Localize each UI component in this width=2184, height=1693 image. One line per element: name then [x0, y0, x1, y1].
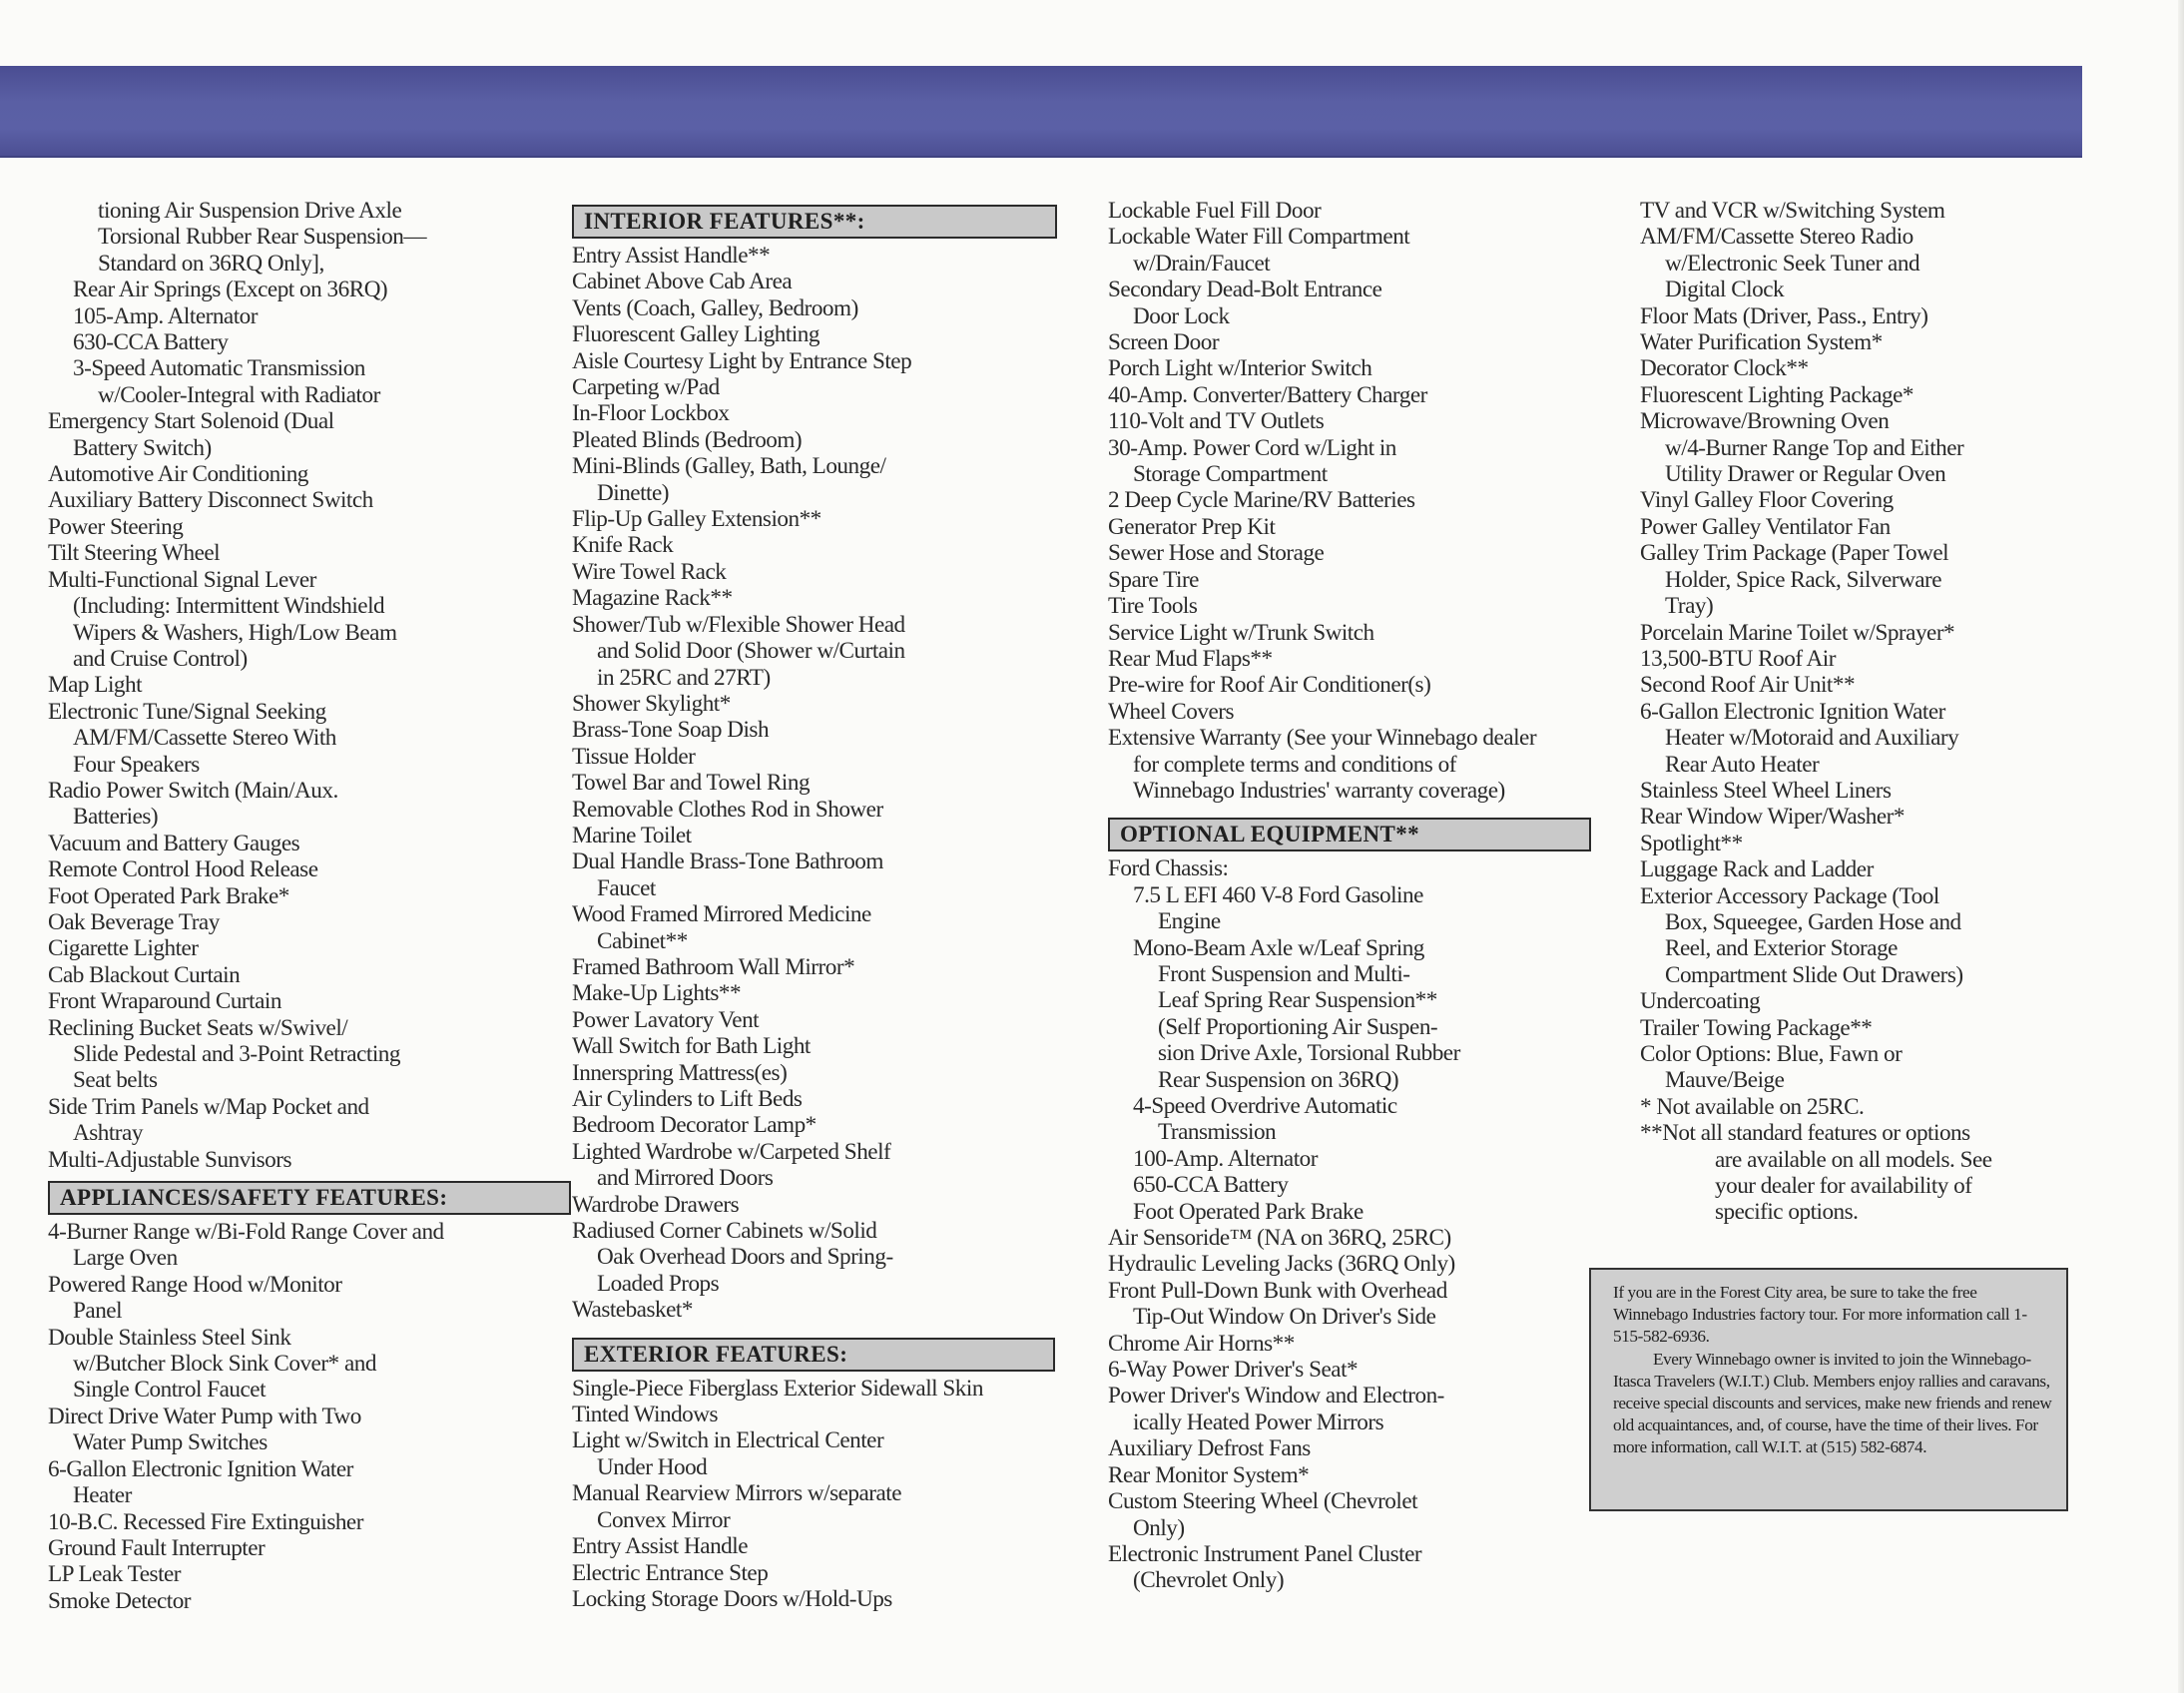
list-item: Single-Piece Fiberglass Exterior Sidewall Skin: [572, 1375, 983, 1402]
list-item: Radio Power Switch (Main/Aux.: [48, 777, 338, 804]
list-item: Utility Drawer or Regular Oven: [1665, 461, 1946, 488]
list-item: Power Steering: [48, 513, 184, 540]
list-item: Mini-Blinds (Galley, Bath, Lounge/: [572, 453, 886, 480]
list-item: Heater: [73, 1482, 132, 1509]
optional-equipment-list-continued: [1640, 198, 1992, 1226]
list-item: Wheel Covers: [1108, 698, 1234, 725]
page-edge: [2178, 0, 2184, 1693]
list-item: Trailer Towing Package**: [1640, 1014, 1873, 1041]
list-item: Galley Trim Package (Paper Towel: [1640, 540, 1949, 567]
list-item: 105-Amp. Alternator: [73, 302, 258, 329]
list-item: Seat belts: [73, 1067, 158, 1094]
list-item: Oak Overhead Doors and Spring-: [597, 1244, 893, 1271]
list-item: Heater w/Motoraid and Auxiliary: [1665, 725, 1959, 752]
list-item: your dealer for availability of: [1715, 1173, 1972, 1200]
list-item: Make-Up Lights**: [572, 980, 742, 1007]
list-item: 6-Gallon Electronic Ignition Water: [48, 1455, 353, 1482]
list-item: Mauve/Beige: [1665, 1067, 1785, 1094]
list-item: Flip-Up Galley Extension**: [572, 506, 821, 533]
list-item: Cabinet**: [597, 927, 688, 954]
list-item: Floor Mats (Driver, Pass., Entry): [1640, 302, 1928, 329]
interior-feature-list: [572, 243, 1057, 1324]
list-item: Wall Switch for Bath Light: [572, 1033, 811, 1060]
list-item: Compartment Slide Out Drawers): [1665, 961, 1963, 988]
list-item: Convex Mirror: [597, 1506, 731, 1533]
list-item: Stainless Steel Wheel Liners: [1640, 777, 1892, 804]
list-item: 100-Amp. Alternator: [1133, 1145, 1318, 1172]
exterior-feature-list: [572, 1376, 1057, 1613]
list-item: Extensive Warranty (See your Winnebago dealer: [1108, 725, 1537, 752]
list-item: Engine: [1158, 908, 1221, 935]
list-item: Water Purification System*: [1640, 329, 1883, 356]
list-item: Rear Mud Flaps**: [1108, 645, 1273, 672]
list-item: specific options.: [1715, 1199, 1859, 1226]
list-item: Emergency Start Solenoid (Dual: [48, 408, 334, 435]
list-item: Front Wraparound Curtain: [48, 988, 281, 1015]
list-item: Knife Rack: [572, 532, 674, 559]
list-item: Under Hood: [597, 1453, 708, 1480]
list-item: Map Light: [48, 672, 143, 699]
list-item: Winnebago Industries' warranty coverage): [1133, 777, 1505, 804]
list-item: Innerspring Mattress(es): [572, 1059, 788, 1086]
list-item: Undercoating: [1640, 988, 1761, 1015]
wit-club-text: Every Winnebago owner is invited to join the Winnebago-Itasca Travelers (W.I.T.) Club. Members enjoy rallies and caravans, receive special discounts and services, make new friends and renew old acquaintances, and, of course, have the time of their lives. For more information, call W.I.T. at (515) 582-6874.: [1613, 1349, 2052, 1457]
list-item: Chrome Air Horns**: [1108, 1330, 1295, 1357]
list-item: 4-Burner Range w/Bi-Fold Range Cover and: [48, 1219, 444, 1246]
header-band: [0, 66, 2082, 158]
list-item: Rear Monitor System*: [1108, 1461, 1310, 1488]
list-item: (Including: Intermittent Windshield: [73, 593, 385, 620]
list-item: Rear Auto Heater: [1665, 751, 1820, 778]
list-item: Wastebasket*: [572, 1297, 693, 1324]
list-item: Rear Air Springs (Except on 36RQ): [73, 277, 388, 303]
list-item: Color Options: Blue, Fawn or: [1640, 1041, 1903, 1067]
list-item: * Not available on 25RC.: [1640, 1093, 1865, 1120]
list-item: AM/FM/Cassette Stereo Radio: [1640, 224, 1913, 251]
list-item: Oak Beverage Tray: [48, 908, 220, 935]
list-item: Service Light w/Trunk Switch: [1108, 619, 1374, 646]
list-item: Storage Compartment: [1133, 461, 1328, 488]
list-item: Standard on 36RQ Only],: [98, 250, 324, 277]
list-item: Aisle Courtesy Light by Entrance Step: [572, 347, 912, 374]
list-item: 10-B.C. Recessed Fire Extinguisher: [48, 1508, 363, 1535]
list-item: Generator Prep Kit: [1108, 513, 1276, 540]
list-item: w/Electronic Seek Tuner and: [1665, 250, 1920, 277]
list-item: Large Oven: [73, 1245, 178, 1272]
list-item: Smoke Detector: [48, 1587, 192, 1614]
list-item: Batteries): [73, 804, 159, 831]
list-item: Loaded Props: [597, 1270, 720, 1297]
exterior-features-header: EXTERIOR FEATURES:: [572, 1338, 1055, 1372]
list-item: Faucet: [597, 874, 656, 901]
list-item: Battery Switch): [73, 434, 212, 461]
list-item: Air Cylinders to Lift Beds: [572, 1086, 803, 1112]
optional-equipment-header: OPTIONAL EQUIPMENT**: [1108, 818, 1591, 851]
list-item: Custom Steering Wheel (Chevrolet: [1108, 1488, 1418, 1515]
list-item: w/4-Burner Range Top and Either: [1665, 434, 1964, 461]
list-item: In-Floor Lockbox: [572, 400, 730, 427]
list-item: for complete terms and conditions of: [1133, 751, 1456, 778]
list-item: Slide Pedestal and 3-Point Retracting: [73, 1041, 400, 1067]
list-item: Ford Chassis:: [1108, 855, 1229, 882]
list-item: Mono-Beam Axle w/Leaf Spring: [1133, 934, 1424, 961]
list-item: Auxiliary Defrost Fans: [1108, 1435, 1311, 1462]
list-item: 6-Gallon Electronic Ignition Water: [1640, 698, 1945, 725]
list-item: Double Stainless Steel Sink: [48, 1324, 291, 1351]
list-item: Wire Towel Rack: [572, 558, 727, 585]
list-item: Lighted Wardrobe w/Carpeted Shelf: [572, 1138, 891, 1165]
list-item: Tinted Windows: [572, 1402, 719, 1428]
list-item: Box, Squeegee, Garden Hose and: [1665, 908, 1961, 935]
list-item: Hydraulic Leveling Jacks (36RQ Only): [1108, 1251, 1455, 1278]
list-item: Lockable Water Fill Compartment: [1108, 224, 1410, 251]
list-item: Microwave/Browning Oven: [1640, 408, 1890, 435]
list-item: Torsional Rubber Rear Suspension—: [98, 224, 427, 251]
list-item: Locking Storage Doors w/Hold-Ups: [572, 1585, 892, 1612]
list-item: w/Butcher Block Sink Cover* and: [73, 1351, 376, 1378]
list-item: (Self Proportioning Air Suspen-: [1158, 1013, 1438, 1040]
list-item: Electronic Tune/Signal Seeking: [48, 698, 326, 725]
list-item: Bedroom Decorator Lamp*: [572, 1112, 817, 1139]
optional-equipment-list: [1108, 855, 1591, 1593]
list-item: LP Leak Tester: [48, 1561, 182, 1588]
list-item: Leaf Spring Rear Suspension**: [1158, 987, 1437, 1014]
list-item: Wardrobe Drawers: [572, 1191, 740, 1218]
column-3: [1108, 198, 1591, 1594]
list-item: Sewer Hose and Storage: [1108, 540, 1325, 567]
list-item: Holder, Spice Rack, Silverware: [1665, 566, 1942, 593]
list-item: in 25RC and 27RT): [597, 664, 771, 691]
list-item: Removable Clothes Rod in Shower: [572, 796, 883, 823]
list-item: 3-Speed Automatic Transmission: [73, 355, 365, 382]
list-item: Water Pump Switches: [73, 1429, 268, 1456]
appliances-header: APPLIANCES/SAFETY FEATURES:: [48, 1181, 571, 1215]
list-item: Power Galley Ventilator Fan: [1640, 513, 1891, 540]
list-item: Screen Door: [1108, 329, 1220, 356]
list-item: Light w/Switch in Electrical Center: [572, 1427, 884, 1454]
list-item: Remote Control Hood Release: [48, 856, 318, 883]
list-item: Framed Bathroom Wall Mirror*: [572, 953, 855, 980]
list-item: Cab Blackout Curtain: [48, 961, 241, 988]
list-item: Digital Clock: [1665, 277, 1785, 303]
list-item: Fluorescent Galley Lighting: [572, 321, 819, 348]
list-item: Radiused Corner Cabinets w/Solid: [572, 1218, 877, 1245]
list-item: Direct Drive Water Pump with Two: [48, 1403, 361, 1429]
list-item: Front Suspension and Multi-: [1158, 960, 1410, 987]
list-item: Four Speakers: [73, 751, 200, 778]
list-item: Vacuum and Battery Gauges: [48, 830, 300, 856]
list-item: TV and VCR w/Switching System: [1640, 198, 1945, 224]
column-1: [48, 198, 571, 1614]
list-item: Air Sensoride™ (NA on 36RQ, 25RC): [1108, 1225, 1451, 1252]
list-item: Ground Fault Interrupter: [48, 1534, 266, 1561]
list-item: Vents (Coach, Galley, Bedroom): [572, 294, 858, 321]
list-item: Reel, and Exterior Storage: [1665, 935, 1898, 962]
list-item: Spare Tire: [1108, 566, 1199, 593]
list-item: Dinette): [597, 479, 669, 506]
list-item: Tray): [1665, 593, 1714, 620]
list-item: Multi-Functional Signal Lever: [48, 566, 316, 593]
list-item: 6-Way Power Driver's Seat*: [1108, 1357, 1359, 1384]
list-item: Pre-wire for Roof Air Conditioner(s): [1108, 672, 1431, 699]
list-item: Door Lock: [1133, 302, 1230, 329]
list-item: and Mirrored Doors: [597, 1165, 774, 1192]
list-item: 30-Amp. Power Cord w/Light in: [1108, 434, 1396, 461]
interior-features-header: INTERIOR FEATURES**:: [572, 205, 1057, 239]
list-item: Power Lavatory Vent: [572, 1006, 760, 1033]
chassis-feature-list: [48, 198, 571, 1173]
list-item: Powered Range Hood w/Monitor: [48, 1271, 342, 1298]
list-item: 630-CCA Battery: [73, 329, 229, 356]
list-item: Foot Operated Park Brake: [1133, 1198, 1364, 1225]
list-item: Marine Toilet: [572, 822, 692, 848]
exterior-feature-list-continued: [1108, 198, 1591, 804]
list-item: Porch Light w/Interior Switch: [1108, 355, 1372, 382]
list-item: Entry Assist Handle: [572, 1533, 748, 1560]
list-item: Ashtray: [73, 1120, 143, 1147]
list-item: Secondary Dead-Bolt Entrance: [1108, 277, 1382, 303]
list-item: Only): [1133, 1514, 1185, 1541]
factory-tour-text: If you are in the Forest City area, be sure to take the free Winnebago Industries factory tour. For more information call 1-515-582-6936.: [1613, 1283, 2027, 1347]
list-item: Cabinet Above Cab Area: [572, 269, 793, 295]
list-item: Automotive Air Conditioning: [48, 461, 308, 488]
list-item: Exterior Accessory Package (Tool: [1640, 882, 1939, 909]
list-item: Spotlight**: [1640, 830, 1743, 856]
list-item: Pleated Blinds (Bedroom): [572, 426, 803, 453]
list-item: 110-Volt and TV Outlets: [1108, 408, 1325, 435]
list-item: sion Drive Axle, Torsional Rubber: [1158, 1040, 1460, 1067]
list-item: Decorator Clock**: [1640, 355, 1809, 382]
list-item: Tissue Holder: [572, 743, 696, 770]
list-item: Magazine Rack**: [572, 585, 733, 612]
column-2: [572, 205, 1057, 1612]
list-item: Front Pull-Down Bunk with Overhead: [1108, 1277, 1447, 1304]
list-item: Rear Window Wiper/Washer*: [1640, 804, 1905, 831]
list-item: Electronic Instrument Panel Cluster: [1108, 1540, 1422, 1567]
list-item: Rear Suspension on 36RQ): [1158, 1066, 1399, 1093]
list-item: Auxiliary Battery Disconnect Switch: [48, 487, 373, 514]
list-item: Tip-Out Window On Driver's Side: [1133, 1304, 1436, 1331]
list-item: Carpeting w/Pad: [572, 374, 720, 401]
list-item: Vinyl Galley Floor Covering: [1640, 487, 1894, 514]
list-item: Electric Entrance Step: [572, 1559, 769, 1586]
list-item: Power Driver's Window and Electron-: [1108, 1383, 1444, 1410]
list-item: Single Control Faucet: [73, 1377, 267, 1404]
list-item: Shower/Tub w/Flexible Shower Head: [572, 611, 905, 638]
list-item: Panel: [73, 1298, 123, 1325]
list-item: and Cruise Control): [73, 645, 248, 672]
list-item: Wipers & Washers, High/Low Beam: [73, 619, 397, 646]
list-item: Reclining Bucket Seats w/Swivel/: [48, 1014, 348, 1041]
column-4: [1640, 198, 1992, 1226]
list-item: Foot Operated Park Brake*: [48, 882, 289, 909]
list-item: w/Drain/Faucet: [1133, 250, 1271, 277]
list-item: w/Cooler-Integral with Radiator: [98, 381, 380, 408]
list-item: Towel Bar and Towel Ring: [572, 770, 811, 797]
appliances-feature-list: [48, 1219, 571, 1614]
list-item: Second Roof Air Unit**: [1640, 672, 1856, 699]
list-item: 2 Deep Cycle Marine/RV Batteries: [1108, 487, 1415, 514]
list-item: tioning Air Suspension Drive Axle: [98, 198, 402, 224]
list-item: Manual Rearview Mirrors w/separate: [572, 1480, 902, 1507]
list-item: Transmission: [1158, 1119, 1277, 1146]
list-item: Fluorescent Lighting Package*: [1640, 381, 1913, 408]
list-item: Cigarette Lighter: [48, 935, 199, 962]
list-item: 650-CCA Battery: [1133, 1172, 1289, 1199]
list-item: Brass-Tone Soap Dish: [572, 717, 770, 744]
list-item: 7.5 L EFI 460 V-8 Ford Gasoline: [1133, 881, 1423, 908]
list-item: ically Heated Power Mirrors: [1133, 1409, 1384, 1435]
list-item: and Solid Door (Shower w/Curtain: [597, 638, 905, 665]
list-item: **Not all standard features or options: [1640, 1120, 1970, 1147]
factory-tour-info-box: [1589, 1268, 2068, 1511]
list-item: AM/FM/Cassette Stereo With: [73, 725, 336, 752]
list-item: Lockable Fuel Fill Door: [1108, 198, 1322, 224]
list-item: 40-Amp. Converter/Battery Charger: [1108, 381, 1427, 408]
list-item: Entry Assist Handle**: [572, 243, 771, 269]
list-item: Shower Skylight*: [572, 690, 731, 717]
list-item: Tilt Steering Wheel: [48, 540, 221, 567]
list-item: (Chevrolet Only): [1133, 1567, 1285, 1594]
list-item: 4-Speed Overdrive Automatic: [1133, 1093, 1397, 1119]
list-item: Multi-Adjustable Sunvisors: [48, 1146, 291, 1173]
list-item: are available on all models. See: [1715, 1146, 1992, 1173]
list-item: 13,500-BTU Roof Air: [1640, 645, 1836, 672]
list-item: Luggage Rack and Ladder: [1640, 856, 1874, 883]
list-item: Dual Handle Brass-Tone Bathroom: [572, 848, 883, 875]
list-item: Wood Framed Mirrored Medicine: [572, 901, 871, 928]
list-item: Tire Tools: [1108, 593, 1198, 620]
list-item: Side Trim Panels w/Map Pocket and: [48, 1093, 369, 1120]
list-item: Porcelain Marine Toilet w/Sprayer*: [1640, 619, 1955, 646]
